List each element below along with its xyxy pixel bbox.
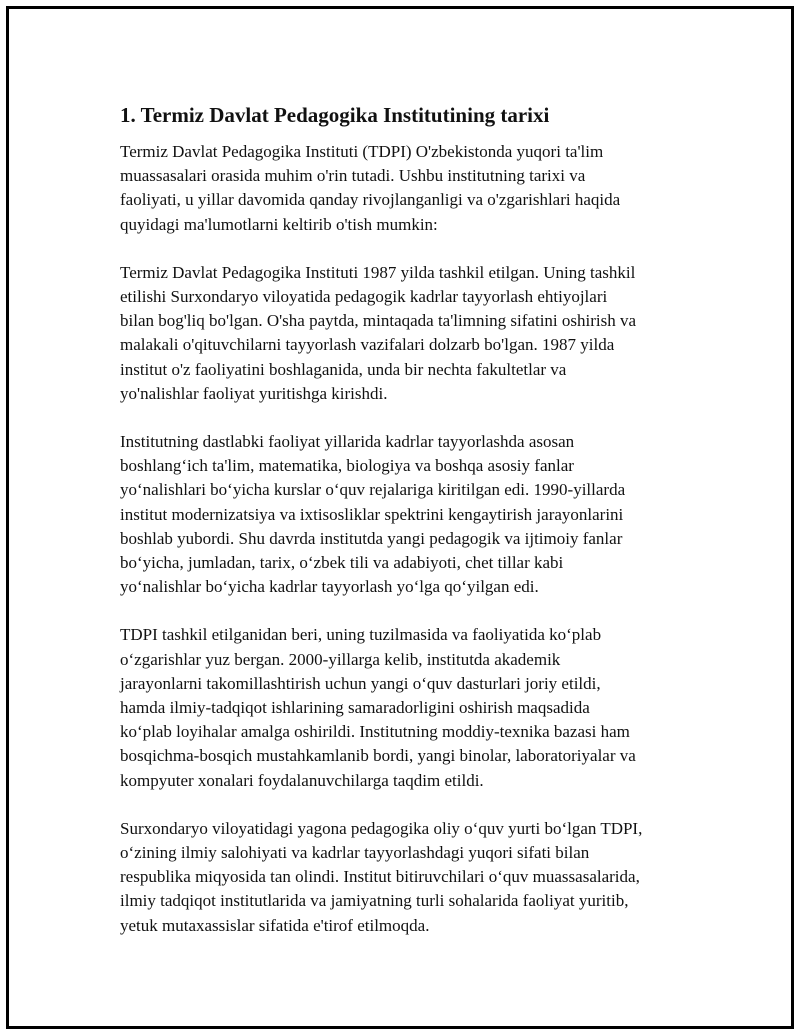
paragraph-line: Surxondaryo viloyatidagi yagona pedagogika oliy o‘quv yurti bo‘lgan TDPI, xyxy=(120,818,643,838)
paragraph-line: bo‘yicha, jumladan, tarix, o‘zbek tili va adabiyoti, chet tillar kabi xyxy=(120,553,564,573)
paragraph-line: etilishi Surxondaryo viloyatida pedagogik kadrlar tayyorlash ehtiyojlari xyxy=(120,287,608,307)
paragraph-line: bosqichma-bosqich mustahkamlanib bordi, yangi binolar, laboratoriyalar va xyxy=(120,746,636,766)
document-body xyxy=(120,101,705,962)
paragraph-intro xyxy=(120,140,705,237)
paragraph-early-years xyxy=(120,430,705,599)
paragraph-line: Termiz Davlat Pedagogika Instituti (TDPI) O'zbekistonda yuqori ta'lim xyxy=(120,142,604,161)
paragraph-line: jarayonlarni takomillashtirish uchun yangi o‘quv dasturlari joriy etildi, xyxy=(120,673,601,693)
paragraph-line: respublika miqyosida tan olindi. Institut bitiruvchilari o‘quv muassasalarida, xyxy=(120,867,640,887)
paragraph-line: yo'nalishlar faoliyat yuritishga kirishdi. xyxy=(120,383,388,403)
paragraph-founding xyxy=(120,261,705,406)
paragraph-line: kompyuter xonalari foydalanuvchilarga taqdim etildi. xyxy=(120,770,484,790)
paragraph-line: institut modernizatsiya va ixtisosliklar spektrini kengaytirish jarayonlarini xyxy=(120,504,624,524)
paragraph-line: muassasalari orasida muhim o'rin tutadi. Ushbu institutning tarixi va xyxy=(120,166,586,186)
paragraph-recognition xyxy=(120,817,705,938)
paragraph-line: hamda ilmiy-tadqiqot ishlarining samaradorligini oshirish maqsadida xyxy=(120,698,590,718)
paragraph-line: ko‘plab loyihalar amalga oshirildi. Institutning moddiy-texnika bazasi ham xyxy=(120,722,630,742)
paragraph-line: institut o'z faoliyatini boshlaganida, unda bir nechta fakultetlar va xyxy=(120,359,567,379)
paragraph-line: yetuk mutaxassislar sifatida e'tirof etilmoqda. xyxy=(120,915,430,935)
paragraph-line: TDPI tashkil etilganidan beri, uning tuzilmasida va faoliyatida ko‘plab xyxy=(120,625,602,645)
paragraph-changes xyxy=(120,623,705,792)
paragraph-line: o‘zgarishlar yuz bergan. 2000-yillarga kelib, institutda akademik xyxy=(120,649,561,669)
document-title: 1. Termiz Davlat Pedagogika Institutining tarixi xyxy=(120,103,550,127)
paragraph-line: quyidagi ma'lumotlarni keltirib o'tish mumkin: xyxy=(120,214,438,234)
paragraph-line: boshlang‘ich ta'lim, matematika, biologiya va boshqa asosiy fanlar xyxy=(120,456,574,476)
paragraph-line: malakali o'qituvchilarni tayyorlash vazifalari dolzarb bo'lgan. 1987 yilda xyxy=(120,335,615,355)
paragraph-line: Termiz Davlat Pedagogika Instituti 1987 yilda tashkil etilgan. Uning tashkil xyxy=(120,262,636,282)
paragraph-line: yo‘nalishlari bo‘yicha kurslar o‘quv rejalariga kiritilgan edi. 1990-yillarda xyxy=(120,480,626,500)
paragraph-line: boshlab yubordi. Shu davrda institutda yangi pedagogik va ijtimoiy fanlar xyxy=(120,528,623,548)
document-page xyxy=(6,6,794,1029)
paragraph-line: bilan bog'liq bo'lgan. O'sha paytda, mintaqada ta'limning sifatini oshirish va xyxy=(120,311,637,331)
paragraph-line: yo‘nalishlar bo‘yicha kadrlar tayyorlash yo‘lga qo‘yilgan edi. xyxy=(120,577,539,597)
paragraph-line: o‘zining ilmiy salohiyati va kadrlar tayyorlashdagi yuqori sifati bilan xyxy=(120,843,590,863)
paragraph-line: Institutning dastlabki faoliyat yillarida kadrlar tayyorlashda asosan xyxy=(120,432,575,452)
paragraph-line: faoliyati, u yillar davomida qanday rivojlanganligi va o'zgarishlari haqida xyxy=(120,190,621,210)
paragraph-line: ilmiy tadqiqot institutlarida va jamiyatning turli sohalarida faoliyat yuritib, xyxy=(120,891,629,911)
